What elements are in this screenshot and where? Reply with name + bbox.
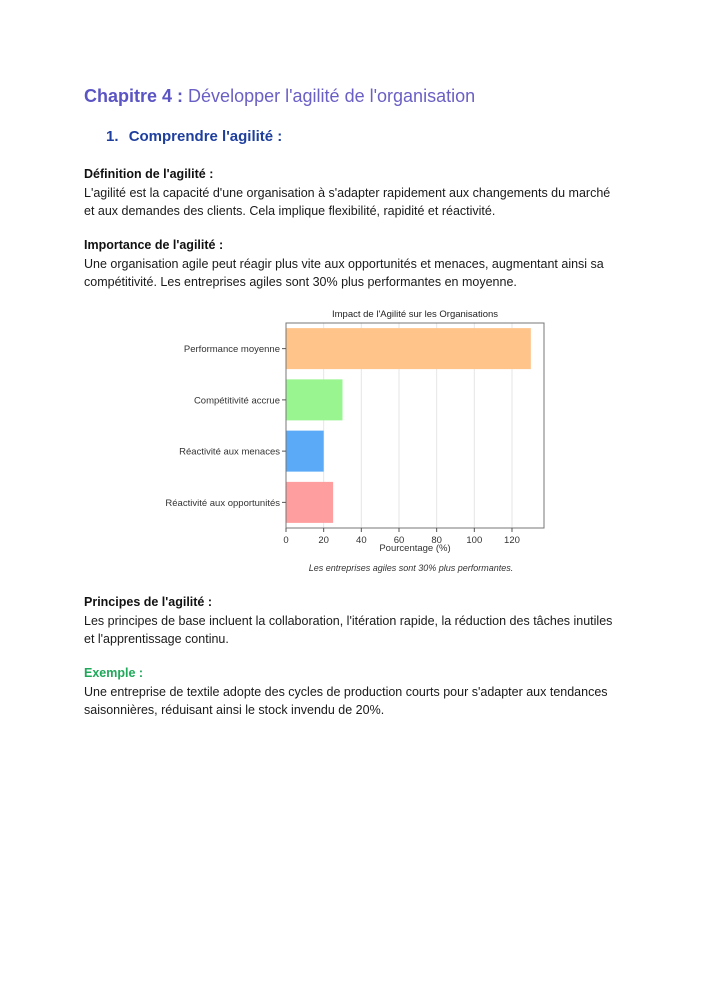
principles-text: Les principes de base incluent la collaboration, l'itération rapide, la réduction des tâches inutiles et l'apprentissage continu. bbox=[84, 614, 613, 646]
importance-heading: Importance de l'agilité : bbox=[84, 238, 224, 252]
importance-text: Une organisation agile peut réagir plus vite aux opportunités et menaces, augmentant ainsi sa compétitivité. Les entreprises agiles sont 30% plus performantes en moyenne. bbox=[84, 257, 604, 289]
x-tick-label: 20 bbox=[318, 535, 329, 546]
y-tick-label: Réactivité aux opportunités bbox=[165, 497, 280, 509]
bar bbox=[286, 379, 342, 420]
chapter-name: Développer l'agilité de l'organisation bbox=[188, 86, 476, 106]
section-number: 1. bbox=[106, 128, 119, 145]
y-tick-label: Performance moyenne bbox=[183, 344, 280, 356]
y-tick-label: Réactivité aux menaces bbox=[179, 446, 280, 458]
definition-text: L'agilité est la capacité d'une organisation à s'adapter rapidement aux changements du marché et aux demandes des clients. Cela implique flexibilité, rapidité et réactivité. bbox=[84, 186, 611, 218]
bar bbox=[286, 431, 324, 472]
chart-caption: Les entreprises agiles sont 30% plus performantes. bbox=[308, 563, 514, 573]
chapter-title bbox=[84, 86, 475, 107]
x-axis-label: Pourcentage (%) bbox=[379, 543, 451, 554]
chapter-label: Chapitre 4 : bbox=[84, 86, 184, 106]
bar bbox=[286, 482, 333, 523]
definition-heading: Définition de l'agilité : bbox=[84, 167, 214, 181]
x-tick-label: 40 bbox=[356, 535, 367, 546]
example-text: Une entreprise de textile adopte des cycles de production courts pour s'adapter aux tendances saisonnières, réduisant ainsi le stock invendu de 20%. bbox=[84, 685, 608, 717]
bar bbox=[286, 328, 531, 369]
chart-title: Impact de l'Agilité sur les Organisations bbox=[331, 309, 499, 320]
principles-heading: Principes de l'agilité : bbox=[84, 595, 213, 609]
x-tick-label: 80 bbox=[431, 535, 442, 546]
bar-chart-svg bbox=[154, 306, 554, 578]
example-label: Exemple : bbox=[84, 666, 144, 680]
section-name: Comprendre l'agilité : bbox=[128, 128, 283, 145]
impact-chart bbox=[154, 306, 554, 578]
y-tick-label: Compétitivité accrue bbox=[193, 395, 280, 407]
x-tick-label: 60 bbox=[393, 535, 405, 546]
x-tick-label: 0 bbox=[283, 535, 289, 546]
x-tick-label: 100 bbox=[466, 535, 483, 546]
x-tick-label: 120 bbox=[504, 535, 520, 546]
section-title bbox=[106, 128, 282, 145]
